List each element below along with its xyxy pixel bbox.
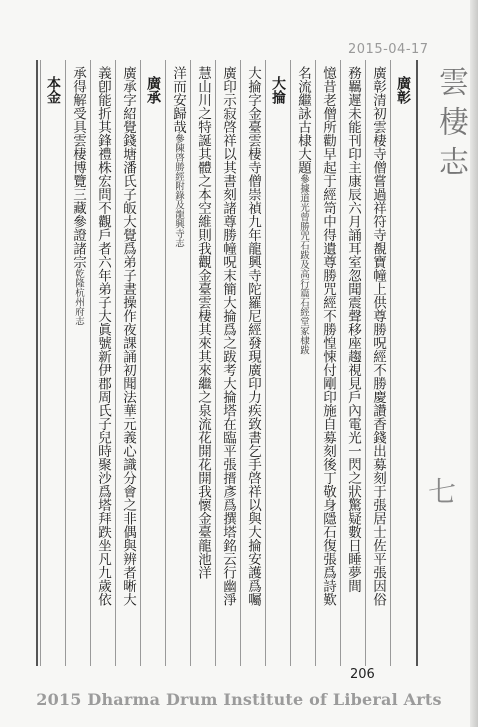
- column-rule: [340, 60, 341, 666]
- text-column: [319, 66, 337, 606]
- column-rule: [265, 60, 266, 666]
- side-mark: 七: [428, 475, 457, 508]
- column-rule: [40, 60, 41, 666]
- column-text: 承得解受具雲棲博覽三藏參證諸宗: [70, 66, 86, 269]
- section-heading: [269, 76, 287, 104]
- page-number: 206: [350, 667, 375, 682]
- column-text: 廣印示寂啓祥以其書刻諸尊勝幢呪末簡大掄爲之跋考大掄塔在臨平張搢彥爲撰塔銘云行幽淨: [220, 66, 236, 606]
- column-rule: [90, 60, 91, 666]
- text-column: [369, 66, 387, 606]
- column-rule: [65, 60, 66, 666]
- column-text: 廣彰: [395, 76, 411, 104]
- copyright-footer: 2015 Dharma Drum Institute of Liberal Arts: [36, 690, 442, 709]
- column-rule: [290, 60, 291, 666]
- column-text: 洋而安歸哉: [170, 66, 186, 134]
- column-rule: [165, 60, 166, 666]
- section-heading: [394, 76, 412, 104]
- column-text: 廣承字紹覺錢塘潘氏子皈大覺爲弟子晝操作夜課誦初聞法華元義心識分會之非偶與辨者晰大: [120, 66, 136, 606]
- column-text: 憶昔老僧所勸早起于經笥中得遺尊勝咒經不勝惶悚付剛印施自募刻後丁敬身隱石復張爲詩歎: [320, 66, 336, 606]
- column-rule: [240, 60, 241, 666]
- text-column: [169, 66, 187, 248]
- annotation-note: 乾隆杭州府志: [73, 268, 84, 326]
- column-text: 大掄: [270, 76, 286, 104]
- column-text: 本金: [45, 76, 61, 104]
- date-stamp: 2015-04-17: [348, 42, 429, 57]
- column-rule: [365, 60, 366, 666]
- annotation-note: 參據道光曾勝咒石跋及高行篇石經堂冢棣跋: [298, 174, 309, 355]
- column-text: 慧山川之特誕其體之本空維則我觀金臺雲棲其來其來繼之泉流花開花開我懷金臺龍池洋: [195, 66, 211, 579]
- column-text: 務羈遲未能刊印主康辰六月誦耳室忽聞震聲移座趨視見戶內電光一閃之狀驚疑數日睡夢間: [345, 66, 361, 593]
- column-text: 名流繼詠古棣大題: [295, 66, 311, 174]
- column-text: 廣承: [145, 76, 161, 104]
- text-column: [344, 66, 362, 593]
- section-heading: [44, 76, 62, 104]
- column-text: 義卽能折其鋒禮株宏問不觀戶者六年弟子大眞號新伊郡周氏子兒時聚沙爲塔拜跌坐凡九歲依: [95, 66, 111, 606]
- column-text: 大掄字金臺雲棲寺僧崇禎九年龍興寺陀羅尼經發現廣印力疾致書乞手啓祥以與大掄安護爲囑: [245, 66, 261, 606]
- section-heading: [144, 76, 162, 104]
- text-column: [294, 66, 312, 355]
- text-column: [69, 66, 87, 326]
- book-title: 雲棲志: [433, 66, 468, 186]
- annotation-note: 參陳啓勝經附錄及龍興寺志: [173, 133, 184, 248]
- text-column: [94, 66, 112, 606]
- column-rule: [140, 60, 141, 666]
- text-column: [244, 66, 262, 606]
- text-column: [119, 66, 137, 606]
- column-rule: [190, 60, 191, 666]
- column-rule: [115, 60, 116, 666]
- text-column: [194, 66, 212, 579]
- column-rule: [315, 60, 316, 666]
- column-rule: [215, 60, 216, 666]
- column-rule: [390, 60, 391, 666]
- text-column: [219, 66, 237, 606]
- column-text: 廣彰清初雲棲寺僧嘗過祥符寺覩寶幢上供尊勝呪經不勝慶讚香錢出募刻于張居士佐平張因俗: [370, 66, 386, 606]
